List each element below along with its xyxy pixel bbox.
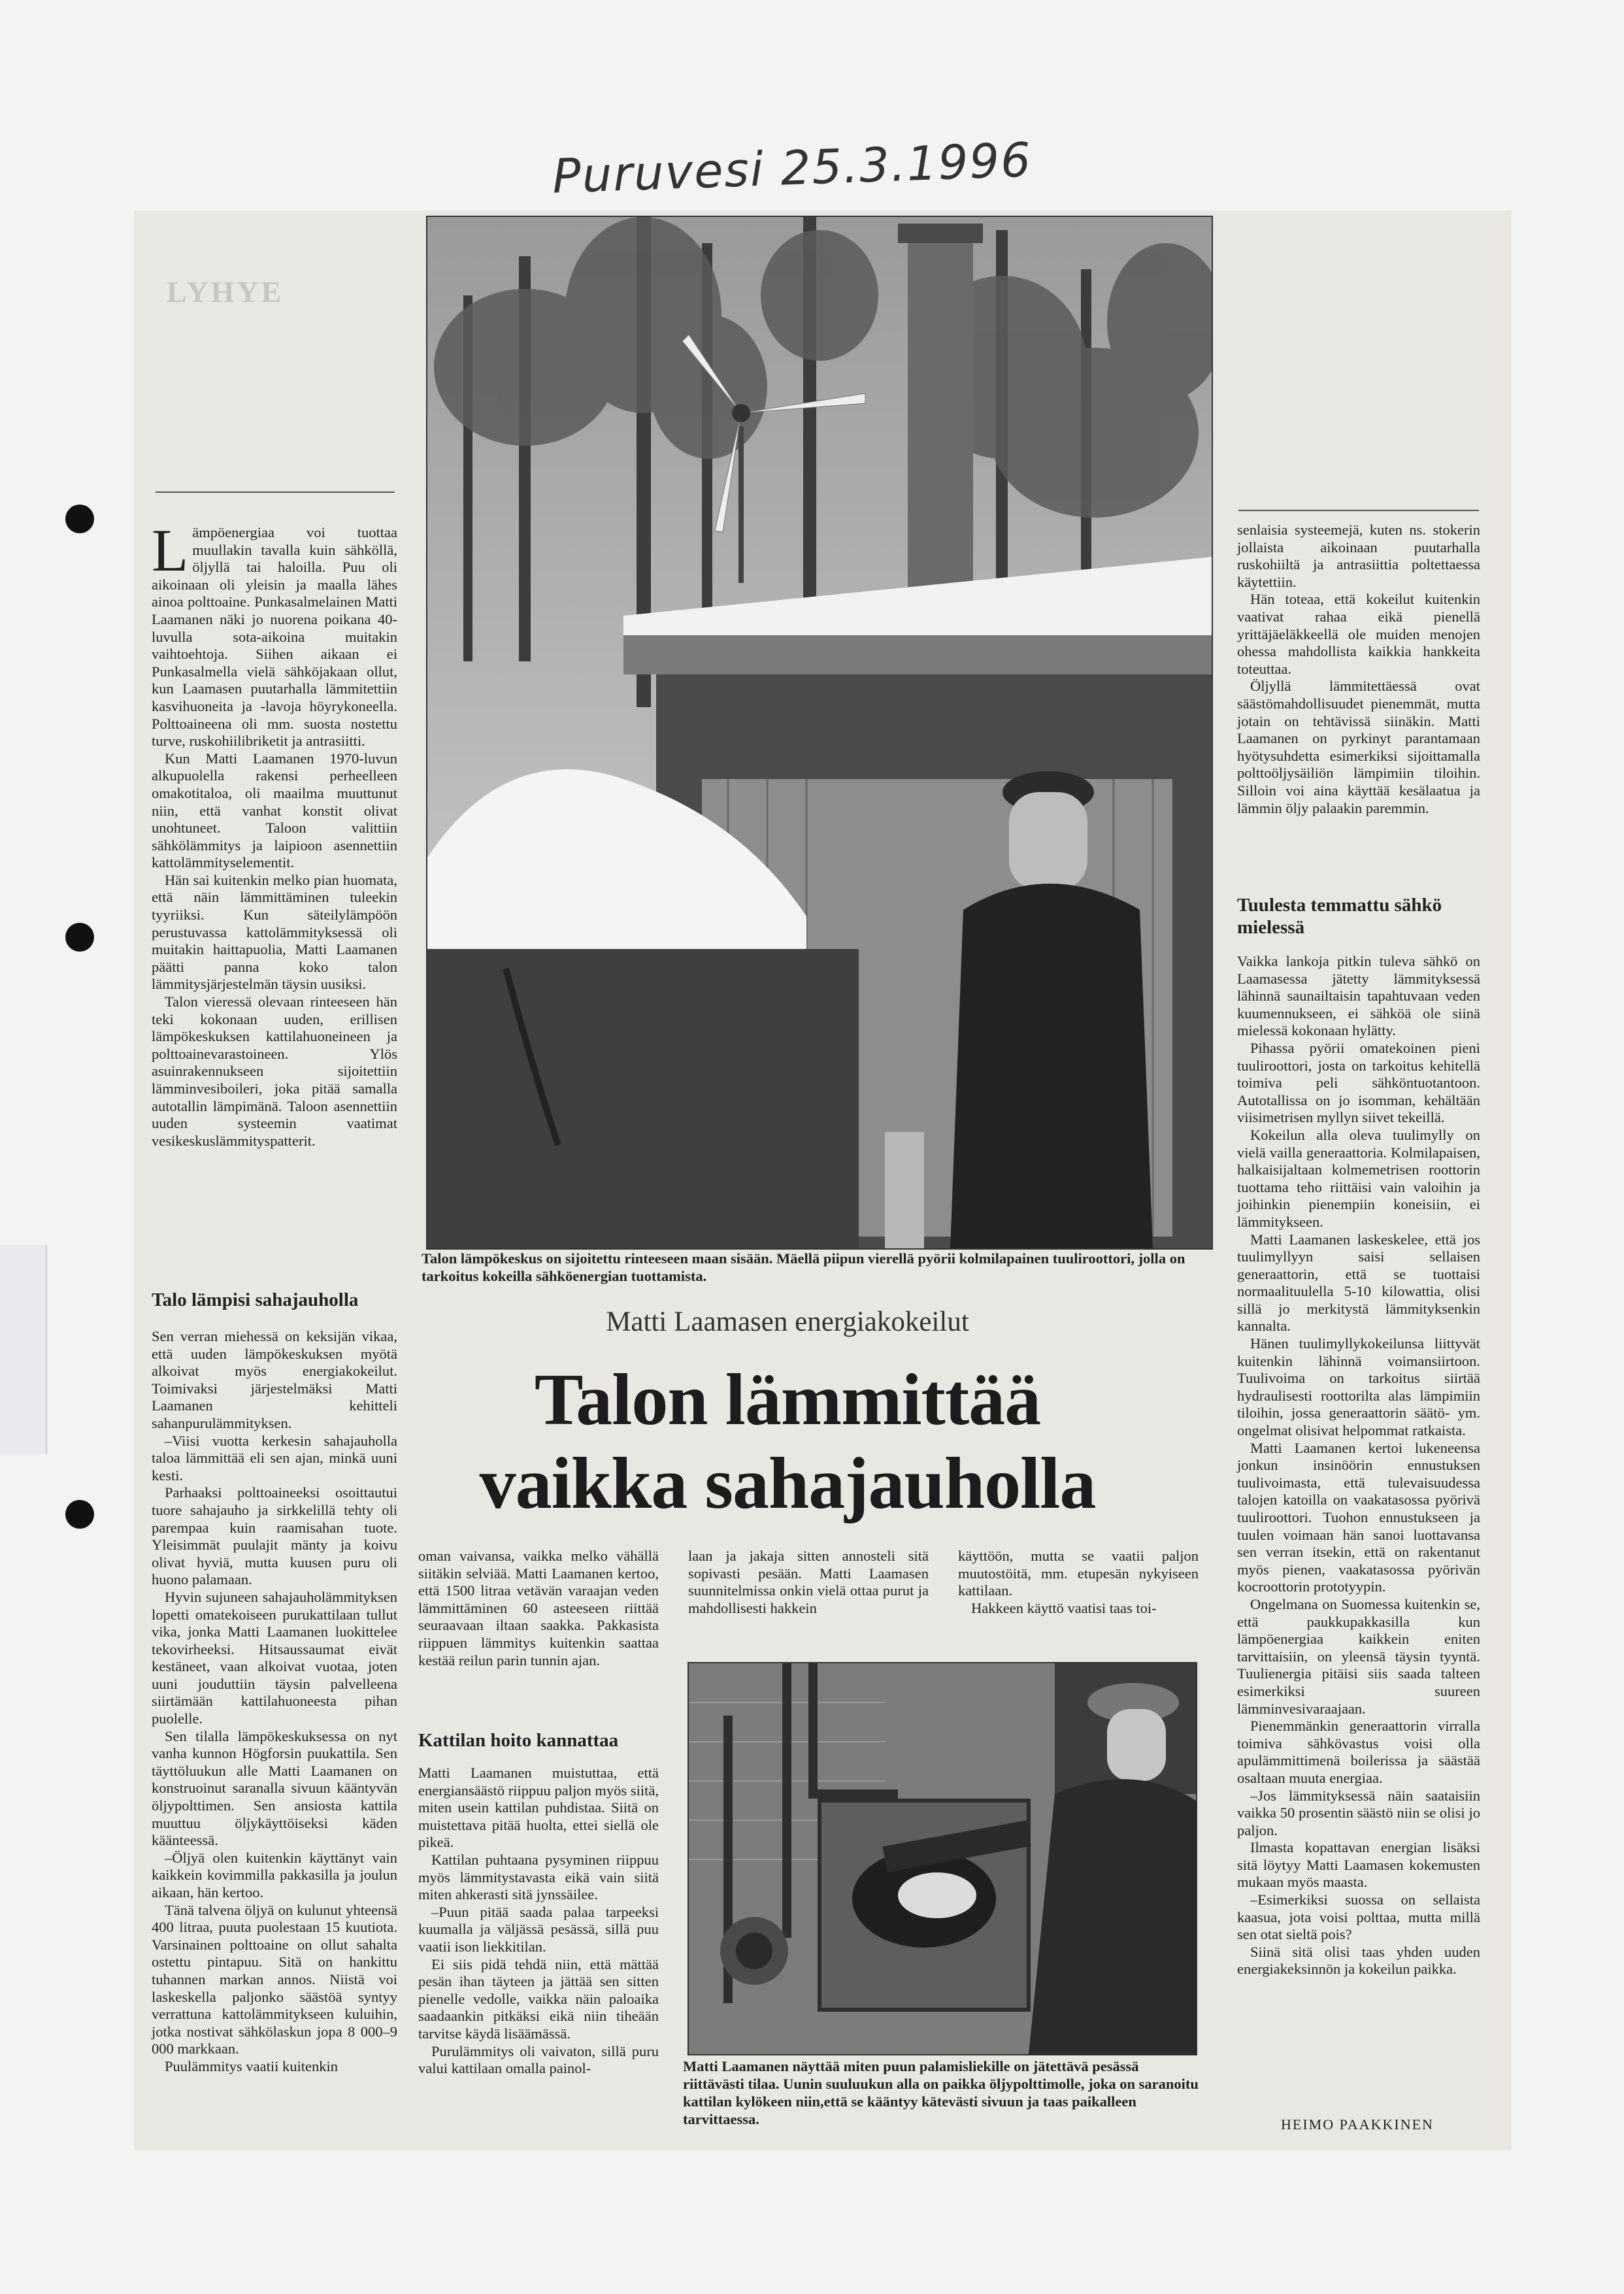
column-4 — [958, 1548, 1199, 1617]
headline-line-1: Talon lämmittää — [534, 1359, 1041, 1440]
column-rule-left — [156, 491, 395, 493]
paragraph: –Puun pitää saada palaa tarpeeksi kuumalla ja väljässä pesässä, sillä puu vaatii ison liekkitilan. — [418, 1903, 659, 1955]
paragraph: Parhaaksi polttoaineeksi osoittautui tuore sahajauho ja sirkkelillä tehty oli parempaa kuin raamisahan tuote. Yleisimmät puulajit mänty ja koivu olivat hyviä, mutta kuusen puru oli huono palamaan. — [152, 1484, 397, 1588]
paragraph: Ilmasta kopattavan energian lisäksi sitä löytyy Matti Laamasen kokemusten mukaan myös maasta. — [1237, 1839, 1480, 1891]
paragraph: Vaikka lankoja pitkin tuleva sähkö on Laamasessa jätetty lämmityksessä lähinnä saunailtaisin tapahtuvaan veden kuumennukseen, ei sähköä ole siinä mielessä kokonaan hylätty. — [1237, 953, 1480, 1039]
paragraph: –Viisi vuotta kerkesin sahajauholla taloa lämmittää eli sen ajan, minkä uuni kesti. — [152, 1432, 397, 1484]
tape-strip — [0, 1245, 47, 1454]
photo-man-at-boiler — [688, 1662, 1197, 2055]
column-1-bottom — [152, 1328, 397, 2076]
paragraph: Matti Laamanen muistuttaa, että energiansäästö riippuu paljon myös siitä, miten usein kattilan puhdistaa. Siitä on muistettava pitää huolta, ettei siellä ole pikeä. — [418, 1765, 659, 1851]
paragraph: Pienemmänkin generaattorin virralla toimiva sähkövastus voisi olla apulämmittimenä boilerissa ja säästää osaltaan muuta energiaa. — [1237, 1718, 1480, 1786]
paragraph: laan ja jakaja sitten annosteli sitä sopivasti pesään. Matti Laamasen suunnitelmissa onkin vielä ottaa purut ja mahdollisesti hakkein — [688, 1548, 929, 1616]
paragraph: Kattilan puhtaana pysyminen riippuu myös lämmitystavasta eikä vain siitä miten ahkerasti sitä jynssäilee. — [418, 1851, 659, 1903]
photo-boiler-house-wind-rotor — [426, 216, 1213, 1250]
column-5-bottom — [1237, 953, 1480, 1978]
subheading-kattilan-hoito: Kattilan hoito kannattaa — [418, 1730, 619, 1751]
article-headline — [425, 1358, 1150, 1525]
paragraph: Hän toteaa, että kokeilut kuitenkin vaativat rahaa eikä pienellä yrittäjäeläkkeellä ole muiden menojen ohessa mahdollista kaikkia hankkeita toteuttaa. — [1237, 591, 1480, 677]
column-rule-right — [1238, 510, 1479, 511]
paragraph: Talon vieressä olevaan rinteeseen hän teki kokonaan uuden, erillisen lämpökeskuksen kattilahuoneineen ja polttoainevarastoineen. Ylös asuinrakennukseen sijoitettiin lämminvesiboileri, joka pitää samalla autotallin lämpimänä. Taloon asennettiin uuden systeemin vaatimat vesikeskuslämmityspatterit. — [152, 993, 397, 1149]
paragraph: Puulämmitys vaatii kuitenkin — [165, 2057, 338, 2074]
subheading-talo-lampisi: Talo lämpisi sahajauholla — [152, 1289, 359, 1310]
paragraph: Öljyllä lämmitettäessä ovat säästömahdollisuudet pienemmät, mutta jotain on tehtävissä siinäkin. Matti Laamanen on pyrkinyt parantamaan hyötysuhdetta esimerkiksi sijoittamalla polttoöljysäiliön lämpimiin tiloihin. Silloin voi aina käyttää kesälaatua ja lämmin öljy palaakin paremmin. — [1237, 678, 1480, 816]
author-byline: HEIMO PAAKKINEN — [1281, 2116, 1434, 2133]
paragraph: Kun Matti Laamanen 1970-luvun alkupuolella rakensi perheelleen omakotitaloa, oli maailma muuttunut niin, että vanhat konstit olivat unohtuneet. Taloon valittiin sähkölämmitys ja laipioon asennettiin kattolämmityselementit. — [152, 750, 397, 871]
paragraph: –Jos lämmityksessä näin saataisiin vaikka 50 prosentin säästö niin se olisi jo paljon. — [1237, 1787, 1480, 1838]
paragraph: Hänen tuulimyllykokeilunsa liittyvät kuitenkin lähinnä voimansiirtoon. Tuulivoima on tarkoitus siirtää hydraulisesti roottorilta alas lämpimiin tiloihin, jossa generaattorin säätö- ym. ongelmat olisivat helpommat ratkaista. — [1237, 1335, 1480, 1439]
paragraph: käyttöön, mutta se vaatii paljon muutostöitä, mm. etupesän nykyiseen kattilaan. — [958, 1548, 1199, 1599]
paragraph: Hän sai kuitenkin melko pian huomata, että näin lämmittäminen tuleekin tyyriiksi. Kun säteilylämpöön perustuvassa kattolämmityksessä oli muitakin haittapuolia, Matti Laamanen päätti panna koko talon lämmitysjärjestelmän täysin uusiksi. — [152, 871, 397, 993]
paragraph: Sen verran miehessä on keksijän vikaa, että uuden lämpökeskuksen myötä alkoivat myös energiakokeilut. Toimivaksi järjestelmäksi Matti Laamanen kehitteli sahanpurulämmityksen. — [152, 1328, 397, 1431]
paragraph: Kokeilun alla oleva tuulimylly on vielä vailla generaattoria. Kolmilapaisen, halkaisijaltaan kolmemetrisen roottorin tuottama teho riittäisi vain valoihin ja joihinkin pienempiin koneisiin, ei lämmitykseen. — [1237, 1126, 1480, 1230]
paragraph: Sen tilalla lämpökeskuksessa on nyt vanha kunnon Högforsin puukattila. Sen täyttöluukun alle Matti Laamanen on konstruoinut saranalla sivuun kääntyvän öljypolttimen. Sen ansiosta kattila muuttuu öljykäyttöiseksi käden käänteessä. — [152, 1727, 397, 1849]
subheading-tuulesta-temmattu: Tuulesta temmattu sähkö mielessä — [1237, 895, 1442, 938]
paragraph: Tänä talvena öljyä on kulunut yhteensä 400 litraa, puuta puolestaan 15 kuutiota. Varsinainen polttoaine on ollut sahalta ostettu pintapuu. Sitä on hankittu tuhannen markan annos. Niistä voi laskeskella paljonko säästöä syntyy verrattuna kattolämmitykseen kuluihin, jotka nostivat sähkölaskun jopa 8 000–9 000 markkaan. — [152, 1901, 397, 2057]
column-2 — [418, 1548, 659, 1669]
lead-paragraph: Lämpöenergiaa voi tuottaa muullakin tavalla kuin sähköllä, öljyllä tai haloilla. Puu oli aikoinaan oli yleisin ja maalla lähes ainoa polttoaine. Punkasalmelainen Matti Laamanen näki jo nuorena poikana 40-luvulla sota-aikoina muitakin vaihtoehtoja. Siihen aikaan ei Punkasalmella vielä sähköjakaan ollut, kun Laamasen puutarhalla lämmitettiin kasvihuoneita ja -lavoja höyrykoneella. Polttoaineena oli mm. suosta nostettu turve, ruskohiilibriketit ja antrasiitti. — [152, 517, 397, 750]
paragraph: Matti Laamanen laskeskelee, että jos tuulimyllyyn saisi sellaisen generaattorin, että se tuottaisi normaalituulella 5-10 kilowattia, olisi sillä jo merkitystä lämmityksenkin kannalta. — [1237, 1231, 1480, 1335]
paragraph: senlaisia systeemejä, kuten ns. stokerin jollaista aikoinaan puutarhalla ruskohiiltä ja antrasiittia poltettaessa käytettiin. — [1237, 522, 1480, 590]
handwritten-date-note: Puruvesi 25.3.1996 — [551, 132, 1033, 204]
paragraph: –Esimerkiksi suossa on sellaista kaasua, jota voisi polttaa, mutta millä sen otat sieltä pois? — [1237, 1891, 1480, 1943]
binder-hole-top — [65, 505, 94, 533]
drop-cap: L — [152, 517, 189, 584]
column-3 — [688, 1548, 929, 1617]
binder-hole-middle — [65, 923, 94, 952]
bleed-through-text: LYHYE — [167, 275, 284, 308]
paragraph: Hakkeen käyttö vaatisi taas toi- — [971, 1599, 1157, 1616]
headline-line-2: vaikka sahajauholla — [479, 1443, 1096, 1524]
paragraph: Ei siis pidä tehdä niin, että mättää pesän ihan täyteen ja jättää sen sitten pienelle vedolle, vaikka näin paloaika saadaankin pitkäksi eikä niin tiheään tarvitse käydä lisäämässä. — [418, 1955, 659, 2042]
paragraph: Siinä sitä olisi taas yhden uuden energiakeksinnön ja kokeilun paikka. — [1237, 1943, 1480, 1978]
photo-caption-bottom: Matti Laamanen näyttää miten puun palamisliekille on jätettävä pesässä riittävästi tilaa. Uunin suuluukun alla on paikka öljypolttimolle, joka on saranoitu kattilan kylökeen niin,että se kääntyy kätevästi sivuun ja taas paikalleen tarvittaessa. — [683, 2058, 1199, 2127]
paragraph: Purulämmitys oli vaivaton, sillä puru valui kattilaan omalla painol- — [418, 2042, 659, 2077]
binder-hole-bottom — [65, 1500, 94, 1529]
article-kicker: Matti Laamasen energiakokeilut — [606, 1306, 969, 1337]
column-2-bottom — [418, 1765, 659, 2078]
column-5-top — [1237, 522, 1480, 817]
paragraph: Hyvin sujuneen sahajauholämmityksen lopetti omatekoiseen purukattilaan tullut vika, jonka Matti Laamanen luokittelee tekovirheeksi. Hitsaussaumat eivät kestäneet, vaan alkoivat vuotaa, joten uuni jouduttiin täysin palvelleena siirtämään kattilahuoneesta pihan puolelle. — [152, 1588, 397, 1727]
paragraph: –Öljyä olen kuitenkin käyttänyt vain kaikkein kovimmilla pakkasilla ja joulun aikaan, hän kertoo. — [152, 1849, 397, 1901]
paragraph: Pihassa pyörii omatekoinen pieni tuuliroottori, josta on tarkoitus kehitellä toimiva peli sähköntuotantoon. Autotallissa on jo isomman, kehältään viisimetrisen myllyn siivet tekeillä. — [1237, 1039, 1480, 1126]
paragraph: Ongelmana on Suomessa kuitenkin se, että paukkupakkasilla kun lämpöenergiaa kaikkein eniten tarvittaisiin, on yleensä täysin tyyntä. Tuulienergia pitäisi siis saada talteen esimerkiksi suureen lämminvesivaraajaan. — [1237, 1595, 1480, 1717]
column-1-top — [152, 517, 397, 1150]
paragraph: Matti Laamanen kertoi lukeneensa jonkun insinöörin ennustuksen tuulivoimasta, että tulevaisuudessa talojen katoilla on vaakatasossa pyörivä tuuliroottori. Tuohon ennustukseen ja tuulen voimaan hän sanoi luottavansa sen verran itsekin, että on rakentanut myös pienen, vaakatasossa pyörivän kocroottorin prototyypin. — [1237, 1439, 1480, 1595]
photo-caption-top: Talon lämpökeskus on sijoitettu rinteeseen maan sisään. Mäellä piipun vierellä pyörii kolmilapainen tuuliroottori, jolla on tarkoitus kokeilla sähköenergian tuottamista. — [422, 1250, 1185, 1284]
paragraph: oman vaivansa, vaikka melko vähällä siitäkin selviää. Matti Laamanen kertoo, että 1500 litraa vetävän varaajan veden lämmittäminen 60 asteeseen riittää seuraavaan iltaan saakka. Pakkasista riippuen lämmitys kuitenkin saattaa kestää reilun parin tunnin ajan. — [418, 1548, 659, 1669]
